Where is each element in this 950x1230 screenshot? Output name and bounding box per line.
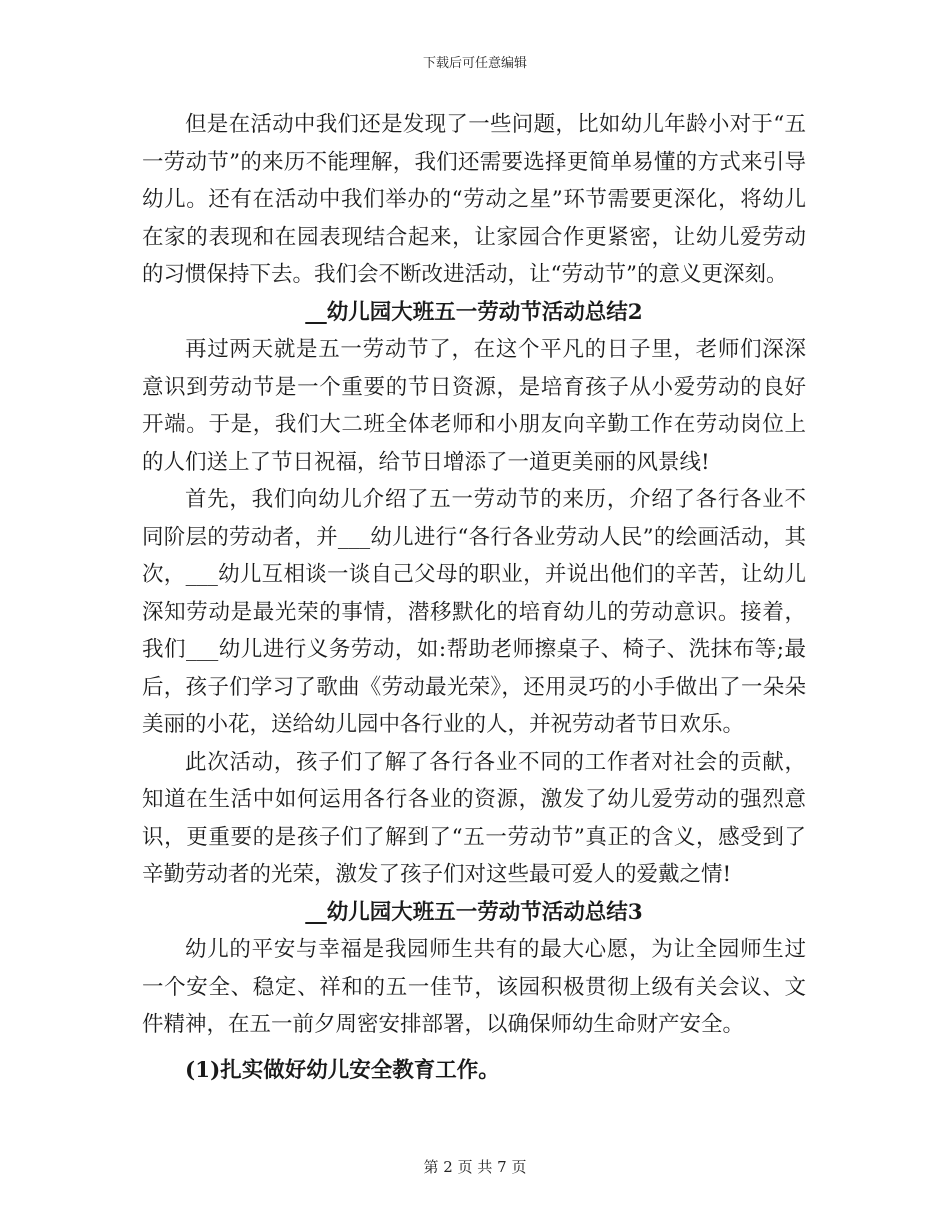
page-header: 下载后可任意编辑 [422, 56, 527, 71]
paragraph: 幼儿的平安与幸福是我园师生共有的最大心愿，为让全园师生过一个安全、稳定、祥和的五一佳节，该园积极贯彻上级有关会议、文件精神，在五一前夕周密安排部署，以确保师幼生命财产安全。 [142, 937, 806, 1037]
paragraph: 再过两天就是五一劳动节了，在这个平凡的日子里，老师们深深意识到劳动节是一个重要的节日资源，是培育孩子从小爱劳动的良好开端。于是，我们大二班全体老师和小朋友向辛勤工作在劳动岗位上的人们送上了节日祝福，给节日增添了一道更美丽的风景线! [142, 337, 806, 475]
paragraph: 首先，我们向幼儿介绍了五一劳动节的来历，介绍了各行各业不同阶层的劳动者，并___幼儿进行“各行各业劳动人民”的绘画活动，其次，___幼儿互相谈一谈自己父母的职业，并说出他们的辛苦，让幼儿深知劳动是最光荣的事情，潜移默化的培育幼儿的劳动意识。接着，我们___幼儿进行义务劳动，如:帮助老师擦桌子、椅子、洗抹布等;最后，孩子们学习了歌曲《劳动最光荣》，还用灵巧的小手做出了一朵朵美丽的小花，送给幼儿园中各行业的人，并祝劳动者节日欢乐。 [142, 487, 806, 737]
page-footer: 第 2 页 共 7 页 [423, 1158, 527, 1176]
document-body [142, 106, 806, 1089]
section-heading: __幼儿园大班五一劳动节活动总结3 [305, 899, 643, 925]
section-heading: __幼儿园大班五一劳动节活动总结2 [305, 299, 643, 325]
sub-heading: (1)扎实做好幼儿安全教育工作。 [185, 1057, 500, 1083]
paragraph: 此次活动，孩子们了解了各行各业不同的工作者对社会的贡献，知道在生活中如何运用各行各业的资源，激发了幼儿爱劳动的强烈意识，更重要的是孩子们了解到了“五一劳动节”真正的含义，感受到了辛勤劳动者的光荣，激发了孩子们对这些最可爱人的爱戴之情! [142, 749, 806, 887]
paragraph: 但是在活动中我们还是发现了一些问题，比如幼儿年龄小对于“五一劳动节”的来历不能理解，我们还需要选择更简单易懂的方式来引导幼儿。还有在活动中我们举办的“劳动之星”环节需要更深化，将幼儿在家的表现和在园表现结合起来，让家园合作更紧密，让幼儿爱劳动的习惯保持下去。我们会不断改进活动，让“劳动节”的意义更深刻。 [142, 112, 806, 287]
